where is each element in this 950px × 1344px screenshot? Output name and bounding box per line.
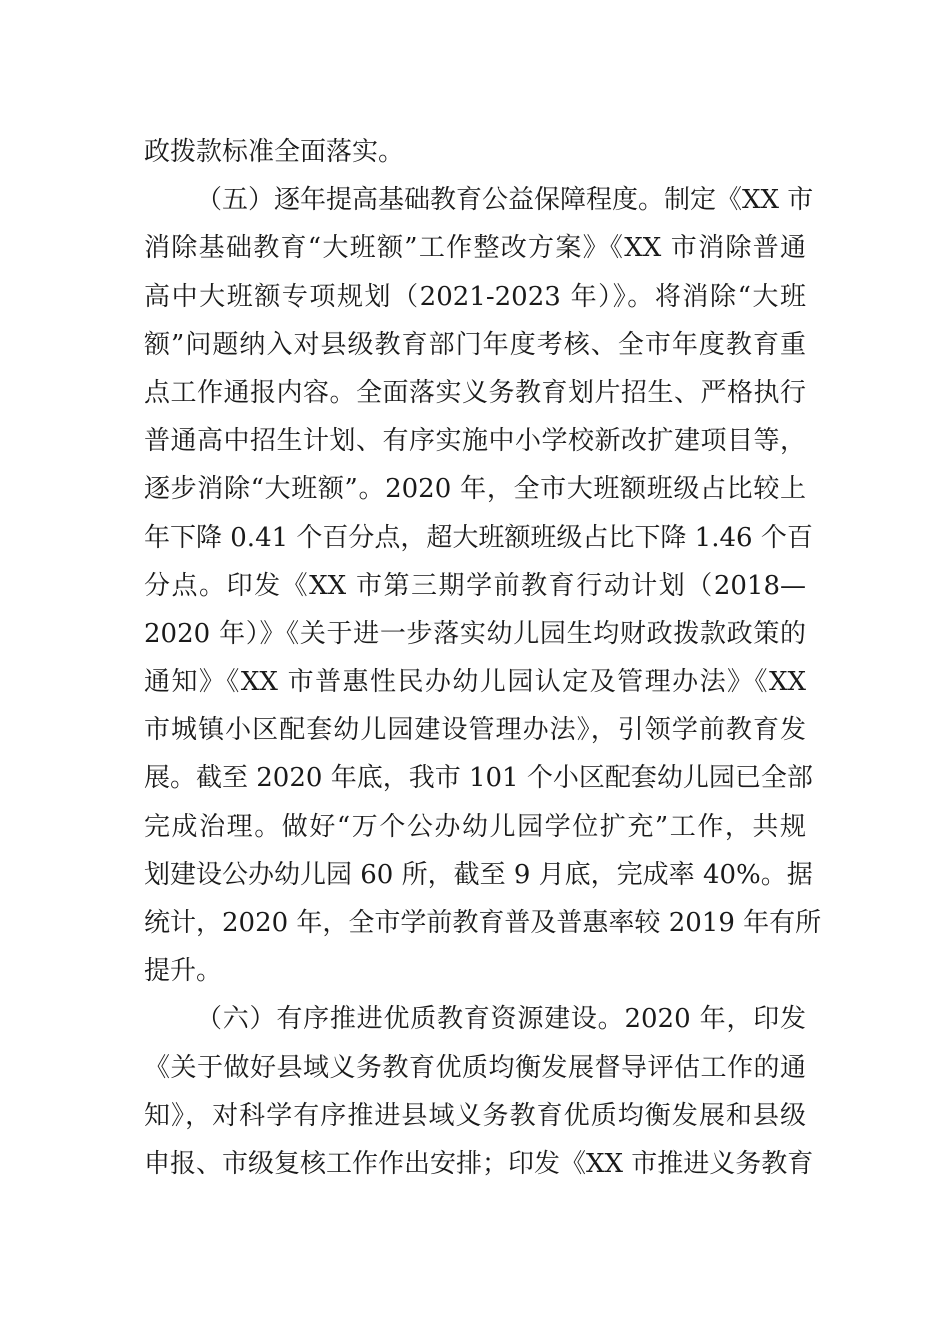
text-line: 知》，对科学有序推进县域义务教育优质均衡发展和县级 — [144, 1100, 806, 1131]
text-line: 申报、市级复核工作作出安排；印发《XX 市推进义务教育 — [144, 1148, 814, 1179]
text-line: 消除基础教育“大班额”工作整改方案》《XX 市消除普通 — [144, 233, 806, 264]
text-line: 展。截至 2020 年底，我市 101 个小区配套幼儿园已全部 — [144, 763, 813, 794]
text-line: 2020 年）》《关于进一步落实幼儿园生均财政拨款政策的 — [144, 618, 806, 649]
text-line: 逐步消除“大班额”。2020 年，全市大班额班级占比较上 — [144, 474, 806, 505]
paragraph-six-heading-line: （六）有序推进优质教育资源建设。2020 年，印发 — [196, 1004, 806, 1035]
text-line: 分点。印发《XX 市第三期学前教育行动计划（2018— — [144, 570, 806, 601]
text-line: 高中大班额专项规划（2021-2023 年）》。将消除“大班 — [144, 281, 806, 312]
text-line: 普通高中招生计划、有序实施中小学校新改扩建项目等， — [144, 426, 806, 457]
text-line: 完成治理。做好“万个公办幼儿园学位扩充”工作，共规 — [144, 811, 806, 842]
text-line: 划建设公办幼儿园 60 所，截至 9 月底，完成率 40%。据 — [144, 859, 813, 890]
document-body-text — [144, 128, 822, 1188]
text-line: 政拨款标准全面落实。 — [144, 137, 405, 167]
paragraph-five-heading-line: （五）逐年提高基础教育公益保障程度。制定《XX 市 — [196, 185, 814, 216]
text-line: 提升。 — [144, 956, 223, 987]
text-line: 点工作通报内容。全面落实义务教育划片招生、严格执行 — [144, 377, 806, 408]
text-line: 通知》《XX 市普惠性民办幼儿园认定及管理办法》《XX — [144, 667, 806, 698]
text-line: 年下降 0.41 个百分点，超大班额班级占比下降 1.46 个百 — [144, 522, 813, 553]
text-line: 额”问题纳入对县级教育部门年度考核、全市年度教育重 — [144, 329, 806, 360]
text-line: 统计，2020 年，全市学前教育普及普惠率较 2019 年有所 — [144, 908, 822, 938]
text-line: 《关于做好县域义务教育优质均衡发展督导评估工作的通 — [144, 1052, 806, 1083]
text-line: 市城镇小区配套幼儿园建设管理办法》，引领学前教育发 — [144, 715, 806, 746]
